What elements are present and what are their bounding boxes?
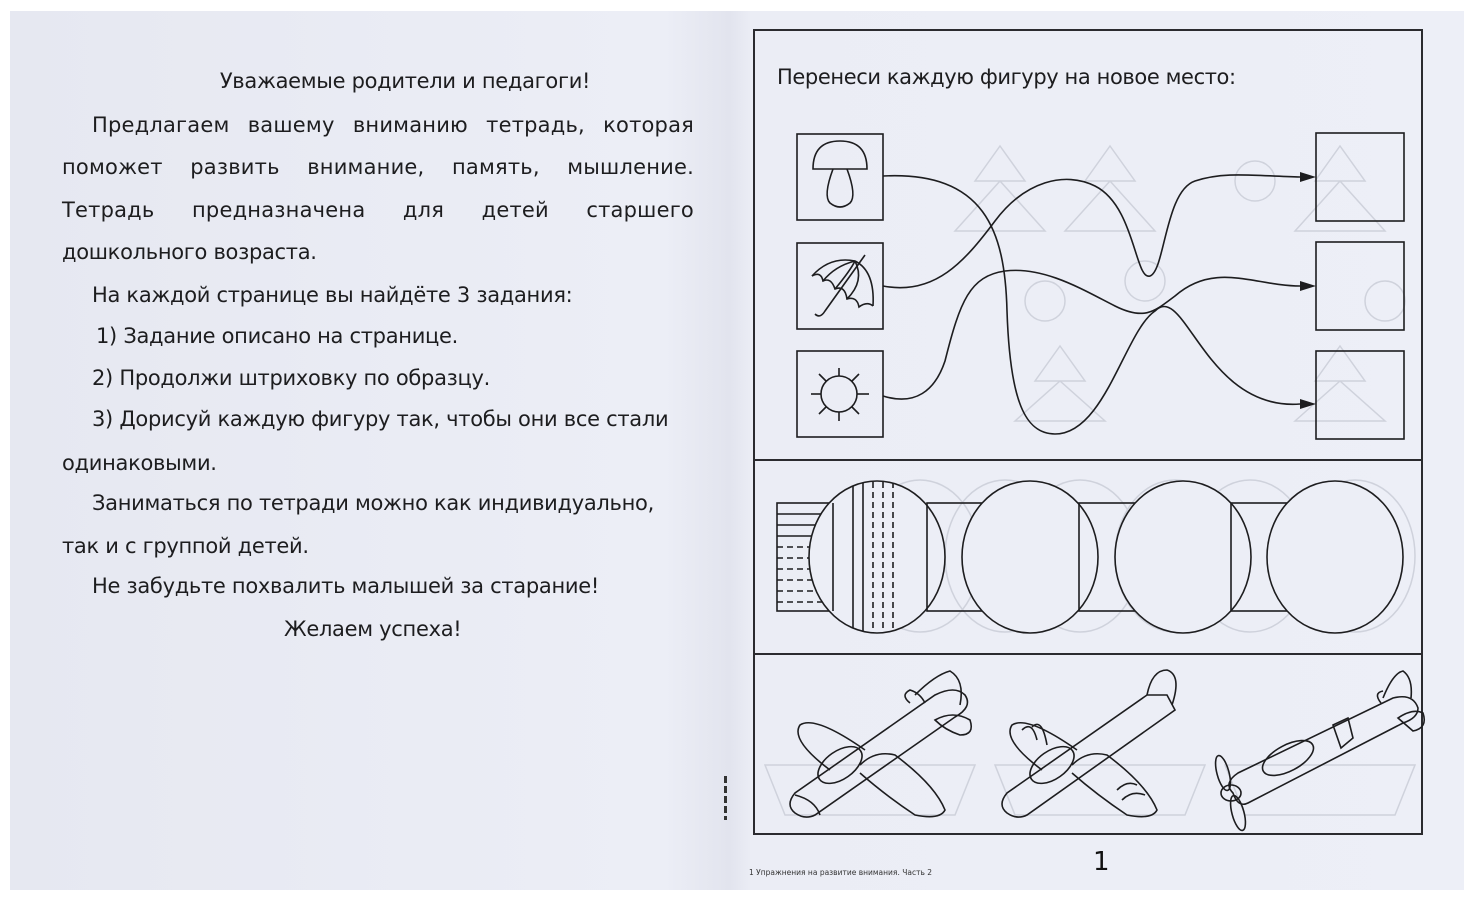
task1-title: Перенеси каждую фигуру на новое место: xyxy=(777,65,1236,89)
shading-pair-3[interactable] xyxy=(1079,481,1251,633)
task3-airplanes xyxy=(755,655,1421,835)
intro-line-3 xyxy=(62,198,694,222)
source-box-umbrella xyxy=(797,243,883,329)
word: тетрадь, xyxy=(486,113,585,137)
word: предназначена xyxy=(192,198,366,222)
task-item-2: 2) Продолжи штриховку по образцу. xyxy=(92,366,491,390)
word: память, xyxy=(451,155,540,179)
shading-pair-4[interactable] xyxy=(1231,481,1403,633)
task1-matching-diagram xyxy=(755,31,1421,461)
task2-shading-figures xyxy=(755,461,1421,653)
connection-lines xyxy=(883,175,1300,434)
shading-pair-1-sample xyxy=(777,462,945,654)
umbrella-icon xyxy=(812,255,873,316)
word: внимание, xyxy=(307,155,425,179)
shading-pair-2[interactable] xyxy=(927,481,1098,633)
page-number: 1 xyxy=(1093,847,1110,877)
sun-icon xyxy=(811,368,869,421)
word: которая xyxy=(603,113,694,137)
word: развить xyxy=(190,155,280,179)
source-box-sun xyxy=(797,351,883,437)
word: Тетрадь xyxy=(62,198,155,222)
line-mushroom-to-box3 xyxy=(883,176,1300,434)
target-box-2[interactable] xyxy=(1316,242,1404,330)
left-page xyxy=(10,11,730,890)
footer-note: 1 Упражнения на развитие внимания. Часть 2 xyxy=(749,868,933,877)
binding-marks xyxy=(724,776,727,820)
show-through-bleed xyxy=(765,765,1415,815)
group-line-2: так и с группой детей. xyxy=(62,534,309,558)
word: мышление. xyxy=(567,155,694,179)
airplane-1 xyxy=(790,671,971,817)
intro-line-2 xyxy=(62,155,694,179)
word: старшего xyxy=(586,198,694,222)
greeting-heading: Уважаемые родители и педагоги! xyxy=(219,69,591,93)
source-box-mushroom xyxy=(797,134,883,220)
intro-last-line: дошкольного возраста. xyxy=(62,240,317,264)
mushroom-icon xyxy=(813,141,867,207)
line-sun-to-box2 xyxy=(883,270,1300,399)
word: поможет xyxy=(62,155,163,179)
arrowheads xyxy=(1300,172,1316,409)
task-item-3-continuation: одинаковыми. xyxy=(62,451,217,475)
right-page xyxy=(733,11,1464,890)
target-box-1[interactable] xyxy=(1316,133,1404,221)
intro-line-1 xyxy=(62,113,694,137)
praise-line: Не забудьте похвалить малышей за старание! xyxy=(92,574,599,598)
word: Предлагаем xyxy=(92,113,230,137)
word: вниманию xyxy=(352,113,468,137)
show-through-bleed xyxy=(955,146,1405,421)
task-frame xyxy=(753,29,1423,835)
target-box-3[interactable] xyxy=(1316,351,1404,439)
tasks-intro: На каждой странице вы найдёте 3 задания: xyxy=(92,283,573,307)
task-item-1: 1) Задание описано на странице. xyxy=(96,324,459,348)
group-line-1: Заниматься по тетради можно как индивидуально, xyxy=(92,491,654,515)
task-item-3: 3) Дорисуй каждую фигуру так, чтобы они все стали xyxy=(92,407,669,431)
airplane-3 xyxy=(1213,671,1425,832)
word: детей xyxy=(481,198,549,222)
word: вашему xyxy=(247,113,335,137)
word: для xyxy=(402,198,445,222)
closing-line: Желаем успеха! xyxy=(284,617,462,641)
airplane-2 xyxy=(1002,670,1176,817)
